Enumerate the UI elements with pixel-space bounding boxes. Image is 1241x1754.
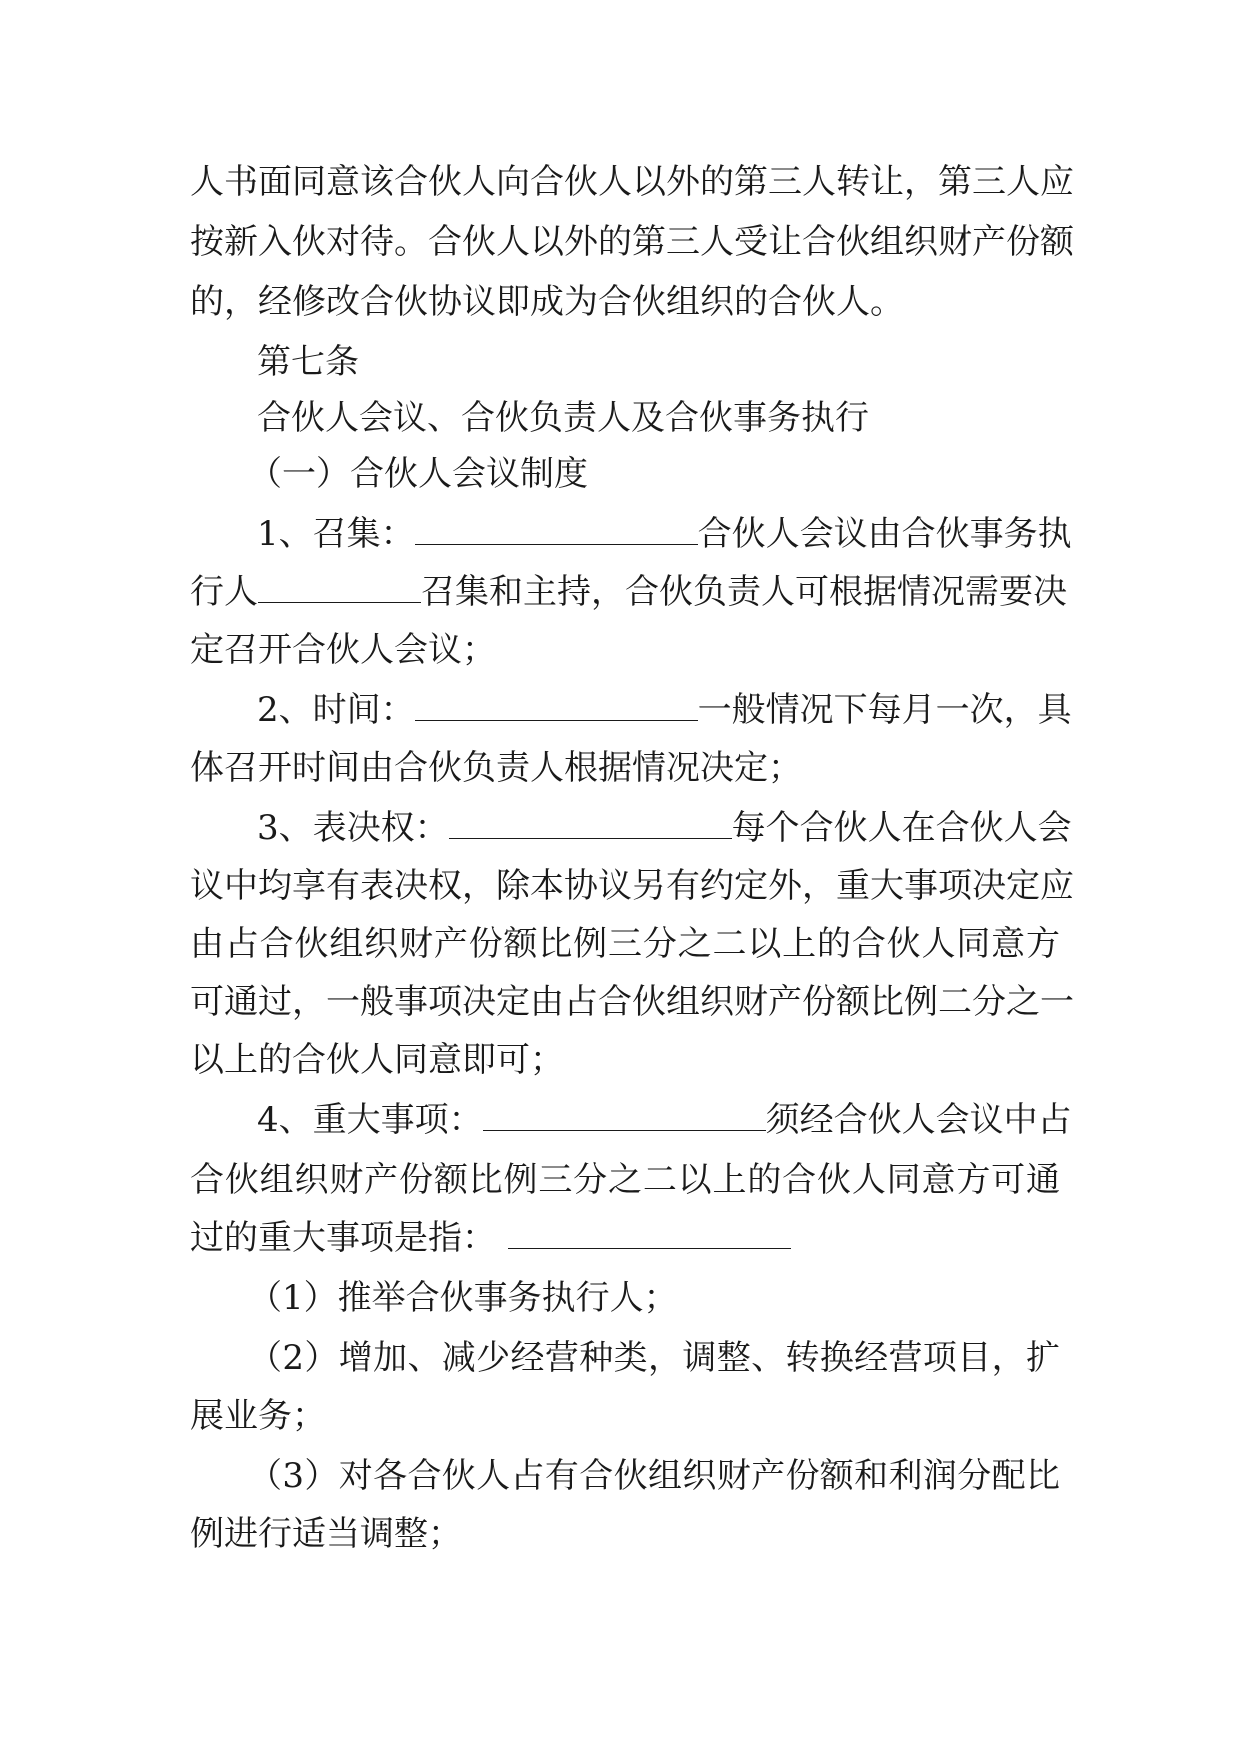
paragraph-line — [190, 1158, 1060, 1202]
line-text: 一般情况下每月一次，具 — [697, 690, 1072, 730]
line-text: 体召开时间由合伙负责人根据情况决定； — [190, 748, 802, 788]
list-item — [248, 1454, 1060, 1498]
item-label: 3、表决权： — [257, 808, 449, 848]
paragraph-line — [190, 922, 1060, 966]
fill-in-blank[interactable] — [483, 1100, 766, 1131]
line-text: 以上的合伙人同意即可； — [190, 1040, 564, 1080]
line-text: 展业务； — [190, 1396, 326, 1436]
paragraph-line — [190, 160, 1074, 204]
line-text: 第七条 — [257, 342, 359, 382]
paragraph-line — [190, 220, 1074, 264]
section-heading — [257, 396, 1060, 440]
line-text: 合伙组织财产份额比例三分之二以上的合伙人同意方可通 — [190, 1160, 1060, 1200]
line-text: （一）合伙人会议制度 — [248, 454, 588, 494]
line-text: 议中均享有表决权，除本协议另有约定外，重大事项决定应 — [190, 866, 1074, 906]
paragraph-line — [190, 280, 1060, 324]
paragraph-line — [190, 1394, 1060, 1438]
line-text: （2）增加、减少经营种类，调整、转换经营项目，扩 — [248, 1338, 1060, 1378]
line-text: 过的重大事项是指： — [190, 1218, 496, 1258]
paragraph-line — [190, 746, 1060, 790]
paragraph-line — [257, 688, 1072, 732]
fill-in-blank[interactable] — [508, 1218, 791, 1249]
paragraph-line — [190, 864, 1074, 908]
paragraph-line — [257, 1098, 1072, 1142]
fill-in-blank[interactable] — [449, 808, 732, 839]
line-text: 例进行适当调整； — [190, 1514, 462, 1554]
line-text: 定召开合伙人会议； — [190, 630, 496, 670]
list-item — [248, 1276, 1060, 1320]
paragraph-line — [190, 1216, 1060, 1260]
line-text: 合伙人会议、合伙负责人及合伙事务执行 — [257, 398, 869, 438]
fill-in-blank[interactable] — [415, 690, 698, 721]
line-text: 行人 — [190, 572, 258, 612]
article-heading — [257, 340, 1060, 384]
line-text: 召集和主持，合伙负责人可根据情况需要决 — [421, 572, 1067, 612]
paragraph-line — [190, 628, 1060, 672]
line-text: 按新入伙对待。合伙人以外的第三人受让合伙组织财产份额 — [190, 222, 1074, 262]
line-text: 每个合伙人在合伙人会 — [731, 808, 1072, 848]
paragraph-line — [190, 570, 1067, 614]
line-text: 的，经修改合伙协议即成为合伙组织的合伙人。 — [190, 282, 904, 322]
paragraph-line — [190, 1512, 1060, 1556]
fill-in-blank[interactable] — [258, 572, 421, 603]
fill-in-blank[interactable] — [415, 514, 698, 545]
line-text: （1）推举合伙事务执行人； — [248, 1278, 678, 1318]
item-label: 4、重大事项： — [257, 1100, 483, 1140]
paragraph-line — [190, 980, 1074, 1024]
item-label: 2、时间： — [257, 690, 415, 730]
subsection-heading — [248, 452, 1060, 496]
list-item — [248, 1336, 1060, 1380]
line-text: 合伙人会议由合伙事务执 — [697, 514, 1072, 554]
paragraph-line — [257, 512, 1072, 556]
paragraph-line — [190, 1038, 1060, 1082]
line-text: 须经合伙人会议中占 — [765, 1100, 1072, 1140]
item-label: 1、召集： — [257, 514, 415, 554]
line-text: （3）对各合伙人占有合伙组织财产份额和利润分配比 — [248, 1456, 1060, 1496]
line-text: 人书面同意该合伙人向合伙人以外的第三人转让，第三人应 — [190, 162, 1074, 202]
line-text: 可通过，一般事项决定由占合伙组织财产份额比例二分之一 — [190, 982, 1074, 1022]
paragraph-line — [257, 806, 1072, 850]
line-text: 由占合伙组织财产份额比例三分之二以上的合伙人同意方 — [190, 924, 1060, 964]
